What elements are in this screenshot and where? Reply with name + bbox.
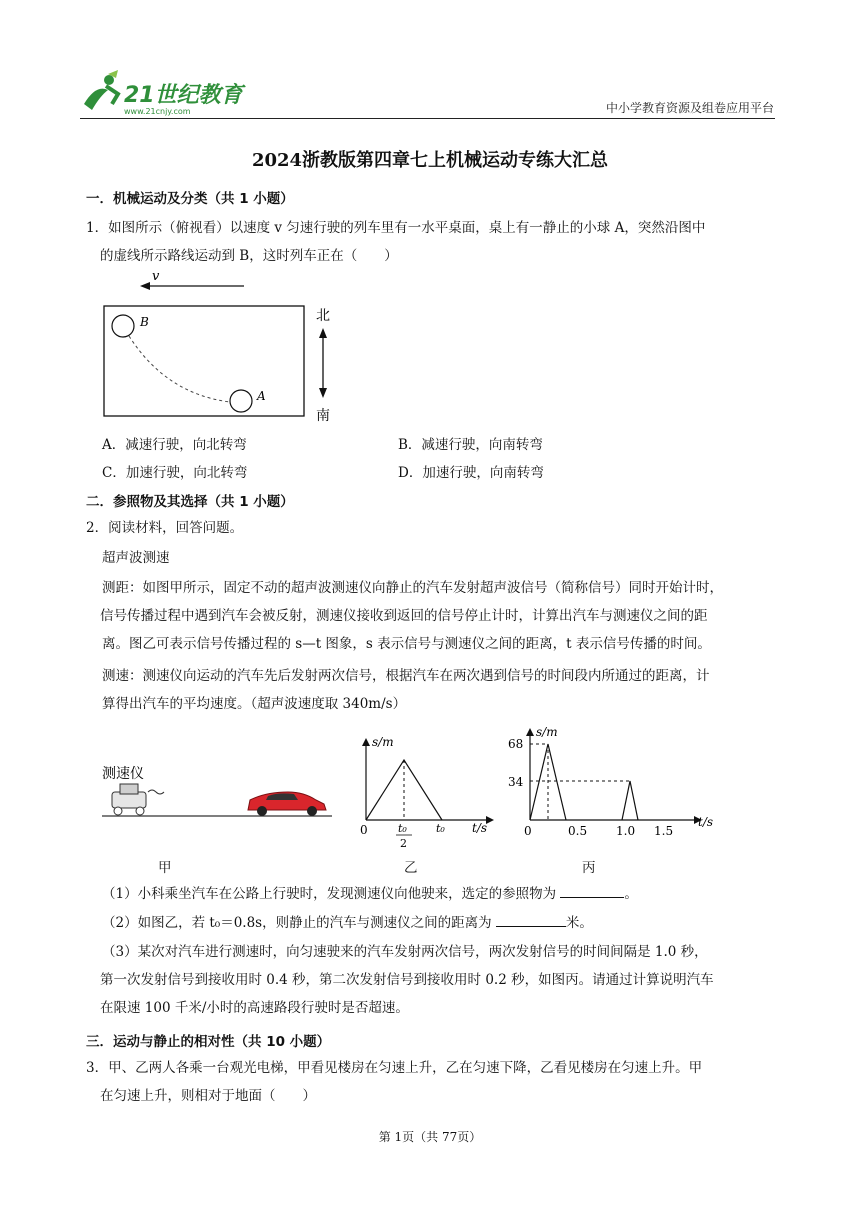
caption-jia: 甲 [158, 860, 172, 876]
question-3-stem: 3．甲、乙两人各乘一台观光电梯，甲看见楼房在匀速上升，乙在匀速下降，乙看见楼房在匀速上升。甲 在匀速上升，则相对于地面（ ） [86, 1060, 703, 1104]
bing-y34: 34 [508, 775, 524, 789]
velocity-label: v [152, 269, 160, 284]
page-number: 第 1页（共 77页） [378, 1130, 482, 1144]
figure-jia [98, 756, 338, 826]
q1-option-c[interactable]: C．加速行驶，向北转弯 [102, 465, 248, 481]
bing-x15: 1.5 [654, 824, 674, 838]
bing-xlabel: t/s [698, 815, 714, 829]
header-divider [80, 118, 775, 119]
q2-sub-3: （3）某次对汽车进行测速时，向匀速驶来的汽车发射两次信号，两次发射信号的时间间隔是 1.0 秒， 第一次发射信号到接收用时 0.4 秒，第二次发射信号到接收用时 0.2 秒，如图丙。请通过计算说明汽车 在限速 100 千米/小时的高速路段行驶时是否超速。 [100, 944, 714, 1016]
south-label: 南 [316, 408, 330, 424]
yi-t0: t₀ [436, 822, 445, 835]
bing-x10: 1.0 [616, 824, 636, 838]
q2-sub-2: （2）如图乙，若 t₀＝0.8s，则静止的汽车与测速仪之间的距离为 米。 [102, 909, 593, 937]
ball-a-label: A [257, 389, 266, 403]
svg-text:www.21cnjy.com: www.21cnjy.com [124, 107, 191, 116]
figure-bing-graph [506, 722, 722, 842]
question-2-stem: 2．阅读材料，回答问题。 [86, 520, 244, 536]
section-heading-3: 三．运动与静止的相对性（共 10 小题） [86, 1034, 331, 1050]
bing-ylabel: s/m [536, 725, 558, 739]
question-2-subtitle: 超声波测速 [102, 550, 170, 566]
section-heading-2: 二．参照物及其选择（共 1 小题） [86, 494, 294, 510]
red-car-icon [248, 792, 326, 816]
caption-bing: 丙 [582, 860, 596, 876]
ball-path [129, 336, 230, 402]
question-1-figure [96, 268, 346, 428]
question-2-para-1: 测距：如图甲所示，固定不动的超声波测速仪向静止的汽车发射超声波信号（简称信号）同时开始计时， 信号传播过程中遇到汽车会被反射，测速仪接收到返回的信号停止计时，计算出汽车与测速仪之间的距 离。图乙可表示信号传播过程的 s—t 图象，s 表示信号与测速仪之间的距离，t 表示信号传播的时间。 [100, 580, 723, 652]
section-heading-1: 一．机械运动及分类（共 1 小题） [86, 191, 294, 207]
bing-origin: 0 [524, 824, 532, 838]
answer-blank-1[interactable] [560, 883, 624, 898]
north-label: 北 [316, 308, 330, 324]
ball-b [112, 315, 134, 337]
svg-text:21世纪教育: 21世纪教育 [124, 83, 243, 108]
question-2-para-2: 测速：测速仪向运动的汽车先后发射两次信号，根据汽车在两次遇到信号的时间段内所通过的距离，计 算得出汽车的平均速度。（超声波速度取 340m/s） [102, 668, 710, 712]
platform-name: 中小学教育资源及组卷应用平台 [605, 101, 774, 115]
figure-yi-graph [354, 732, 504, 852]
q1-option-d[interactable]: D．加速行驶，向南转弯 [398, 465, 544, 481]
speedometer-device-icon [112, 784, 164, 815]
ball-b-label: B [140, 315, 149, 329]
document-title: 2024浙教版第四章七上机械运动专练大汇总 [251, 150, 609, 171]
q1-option-a[interactable]: A．减速行驶，向北转弯 [102, 437, 247, 453]
yi-t0-half-den: 2 [400, 837, 407, 850]
bing-second-signal [622, 781, 638, 820]
q1-option-b[interactable]: B．减速行驶，向南转弯 [398, 437, 543, 453]
site-logo [78, 70, 278, 118]
ball-a [230, 390, 252, 412]
question-1-stem: 1．如图所示（俯视看）以速度 v 匀速行驶的列车里有一水平桌面，桌上有一静止的小球 A，突然沿图中 的虚线所示路线运动到 B，这时列车正在（ ） [86, 220, 706, 264]
bing-y68: 68 [508, 737, 524, 751]
answer-blank-2[interactable] [496, 912, 566, 927]
yi-xlabel: t/s [472, 821, 488, 835]
caption-yi: 乙 [404, 860, 418, 876]
yi-ylabel: s/m [372, 735, 394, 749]
yi-origin: 0 [360, 823, 368, 837]
speedometer-label: 测速仪 [102, 766, 144, 782]
q2-sub-1: （1）小科乘坐汽车在公路上行驶时，发现测速仪向他驶来，选定的参照物为 。 [102, 880, 638, 908]
bing-x05: 0.5 [568, 824, 588, 838]
yi-t0-half-num: t₀ [398, 822, 407, 835]
